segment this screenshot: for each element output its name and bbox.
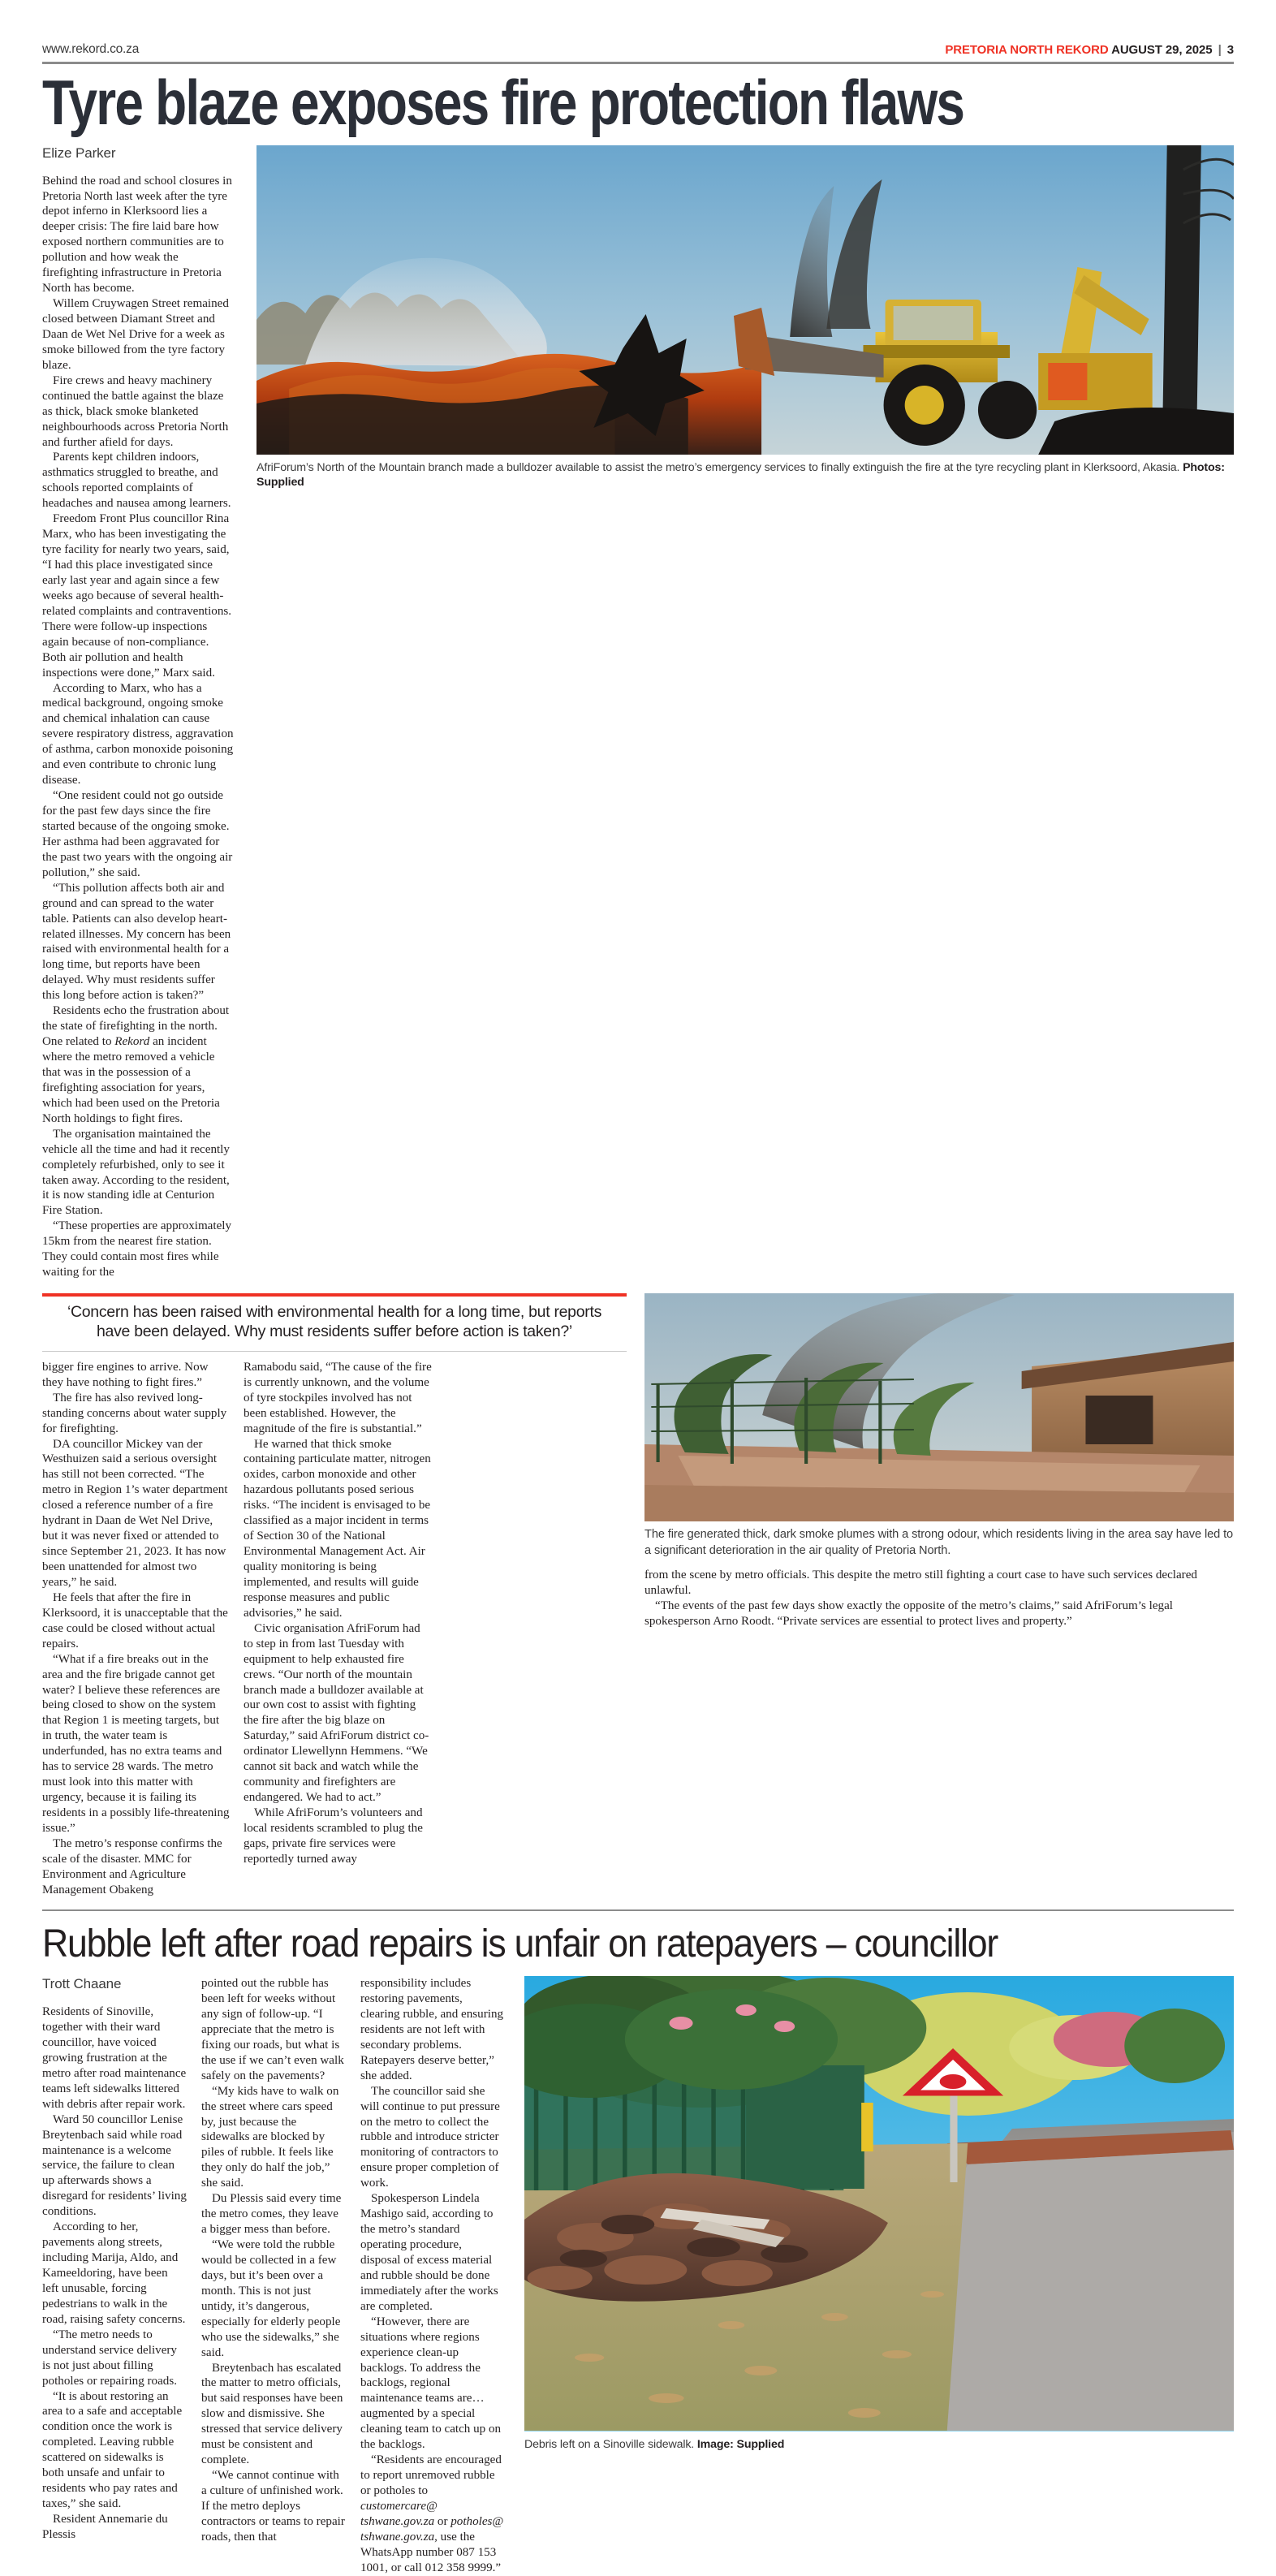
article2-column-3 — [360, 1976, 519, 2576]
article2-byline: Trott Chaane — [42, 1976, 122, 1992]
fire-scene-photo-illustration — [256, 145, 1234, 455]
paragraph: Resident Annemarie du Plessis — [42, 2513, 168, 2541]
paragraph: Ward 50 councillor Lenise Breytenbach said while road maintenance is a welcome service, the failure to clean up afterwards shows a disregard for residents’ living conditions. — [42, 2112, 187, 2219]
article1-body-col2 — [42, 1360, 231, 1898]
article1-byline: Elize Parker — [42, 145, 116, 161]
article1-side-photo-block — [640, 1293, 1234, 1898]
paragraph: According to Marx, who has a medical background, ongoing smoke and chemical inhalation can cause severe respiratory distress, aggravation of asthma, carbon monoxide poisoning and even contribute to chronic lung disease. — [42, 681, 234, 787]
page-number: 3 — [1226, 43, 1234, 57]
article2-columns — [42, 1976, 1234, 2576]
paragraph: Civic organisation AfriForum had to step in from last Tuesday with equipment to help exhausted fire crews. “Our north of the mountain branch made a bulldozer available at our own cost to assist with fighting the fire after the big blaze on Saturday,” said AfriForum district co-ordinator Llewellynn Hemmens. “We cannot sit back and watch while the community and firefighters are endangered. We had to act.” — [244, 1621, 429, 1805]
paragraph: “We were told the rubble would be collected in a few days, but it’s been over a month. This is not just untidy, it’s dangerous, especially for elderly people who use the sidewalks,” she said. — [201, 2238, 341, 2359]
article2-headline: Rubble left after road repairs is unfair on ratepayers – councillor — [42, 1922, 998, 1966]
article1-column-2 — [42, 1360, 244, 1898]
paragraph: “These properties are approximately 15km from the nearest fire station. They could contain most fires while waiting for the — [42, 1219, 232, 1279]
masthead-publication-info — [945, 43, 1234, 57]
article1-column-3 — [244, 1360, 445, 1898]
paragraph: The fire has also revived long-standing concerns about water supply for firefighting. — [42, 1391, 227, 1435]
article2-body-col3 — [360, 1976, 505, 2576]
paragraph: Residents echo the frustration about the state of firefighting in the north. One related to Rekord an incident where the metro removed a vehicle that was in the possession of a firefighting association for years, which had been used on the Pretoria North holdings to fight fires. — [42, 1004, 230, 1125]
paragraph: “This pollution affects both air and ground and can spread to the water table. Patients can also develop heart-related illnesses. My concern has been raised with environmental health for a long time, but reports have been delayed. Why must residents suffer this long before action is taken?” — [42, 881, 231, 1003]
paragraph: bigger fire engines to arrive. Now they have nothing to fight fires.” — [42, 1360, 209, 1389]
page-masthead — [42, 0, 1234, 62]
paragraph: “One resident could not go outside for the past few days since the fire started because of the ongoing smoke. Her asthma had been aggravated for the past two years with the ongoing air pollution,” she said. — [42, 789, 233, 879]
smoke-plume-photo — [644, 1293, 1234, 1521]
paragraph: “What if a fire breaks out in the area and the fire brigade cannot get water? I believe these references are being closed to show on the system that Region 1 is meeting targets, but in truth, the water team is underfunded, has no extra teams and has to service 28 wards. The metro must look into this matter with urgency, because it is failing its residents in a possibly life-threatening issue.” — [42, 1652, 230, 1835]
paragraph: The councillor said she will continue to put pressure on the metro to collect the rubble and introduce stricter monitoring of contractors to ensure proper completion of work. — [360, 2084, 500, 2190]
article1-body-col3 — [244, 1360, 432, 1867]
article2-column-2 — [201, 1976, 360, 2576]
paragraph: “However, there are situations where regions experience clean-up backlogs. To address the backlogs, regional maintenance teams are… augmented by a special cleaning team to catch up on the backlogs. — [360, 2315, 502, 2452]
website-url[interactable]: www.rekord.co.za — [42, 42, 140, 56]
paragraph: Breytenbach has escalated the matter to metro officials, but said responses have been slow and dismissive. She stressed that service delivery must be consistent and complete. — [201, 2361, 343, 2467]
paragraph: “We cannot continue with a culture of unfinished work. If the metro deploys contractors or teams to repair roads, then that — [201, 2469, 345, 2544]
masthead-rule — [42, 62, 1234, 64]
article-divider-rule — [42, 1909, 1234, 1912]
article1-main-photo-block — [247, 145, 1234, 1281]
article2-body-col1 — [42, 2004, 187, 2543]
paragraph: from the scene by metro officials. This despite the metro still fighting a court case to have such services declared unlawful. — [644, 1568, 1197, 1597]
publication-date: AUGUST 29, 2025 — [1111, 43, 1213, 57]
article2-column-1 — [42, 1976, 201, 2576]
article1-columns — [42, 1360, 627, 1898]
photo-credit: Photos: Supplied — [256, 460, 1225, 490]
paragraph: He warned that thick smoke containing particulate matter, nitrogen oxides, carbon monoxide and other hazardous pollutants posed serious risks. “The incident is envisaged to be classified as a major incident in terms of Section 30 of the National Environmental Management Act. Air quality monitoring is being implemented, and results will guide response measures and public advisories,” he said. — [244, 1437, 431, 1620]
paragraph: The organisation maintained the vehicle all the time and had it recently completely refurbished, only to see it taken away. According to the resident, it is now standing idle at Centurion Fire Station. — [42, 1127, 230, 1218]
paragraph: While AfriForum’s volunteers and local residents scrambled to plug the gaps, private fire services were reportedly turned away — [244, 1806, 423, 1866]
smoke-plume-photo-illustration — [644, 1293, 1234, 1521]
article2-body-col2 — [201, 1976, 346, 2545]
paragraph: Spokesperson Lindela Mashigo said, according to the metro’s standard operating procedure, disposal of excess material and rubble should be done immediately after the works are completed. — [360, 2192, 498, 2313]
paragraph: Fire crews and heavy machinery continued the battle against the blaze as thick, black smoke blanketed neighbourhoods across Pretoria North and further afield for days. — [42, 373, 229, 449]
pull-quote-text: ‘Concern has been raised with environmental health for a long time, but reports have been delayed. Why must residents suffer before action is taken?’ — [67, 1303, 602, 1341]
paragraph: Ramabodu said, “The cause of the fire is currently unknown, and the volume of tyre stockpiles involved has not been established. However, the magnitude of the fire is substantial.” — [244, 1360, 432, 1435]
article1-side-photo-caption: The fire generated thick, dark smoke plumes with a strong odour, which residents living in the area say have led to a significant deterioration in the air quality of Pretoria North. — [644, 1528, 1234, 1557]
paragraph: “My kids have to walk on the street where cars speed by, just because the sidewalks are blocked by piles of rubble. It feels like they only do half the job,” she said. — [201, 2084, 339, 2190]
article1-main-photo-caption — [256, 460, 1234, 490]
caption-text: AfriForum’s North of the Mountain branch made a bulldozer available to assist the metro’s emergency services to finally extinguish the fire at the tyre recycling plant in Klerksoord, Akasia. — [256, 460, 1183, 474]
paragraph: Freedom Front Plus councillor Rina Marx, who has been investigating the tyre facility for nearly two years, said, “I had this place investigated since early last year and again since a few weeks ago because of several health-related complaints and contraventions. There were follow-up inspections again because of non-compliance. Both air pollution and health inspections were done,” Marx said. — [42, 512, 232, 680]
paragraph: DA councillor Mickey van der Westhuizen said a serious oversight has still not been corrected. “The metro in Region 1’s water department closed a reference number of a fire hydrant in Daan de Wet Nel Drive, but it was never fixed or attended to since September 21, 2023. It has now been unattended for almost two years,” he said. — [42, 1437, 228, 1589]
publication-name: PRETORIA NORTH REKORD — [945, 43, 1109, 57]
paragraph: responsibility includes restoring pavements, clearing rubble, and ensuring residents are not left with secondary problems. Ratepayers deserve better,” she added. — [360, 1977, 504, 2082]
article1-column-1 — [42, 145, 247, 1281]
article1-body-col1 — [42, 174, 235, 1281]
pullquote-zone — [42, 1293, 640, 1898]
masthead-separator: | — [1218, 43, 1222, 57]
paragraph: Du Plessis said every time the metro comes, they leave a bigger mess than before. — [201, 2192, 342, 2237]
fire-scene-photo — [256, 145, 1234, 455]
paragraph: “Residents are encouraged to report unremoved rubble or potholes to customercare@ tshwane.gov.za or potholes@ tshwane.gov.za, use the WhatsApp number 087 153 1001, or call 012 358 9999.” — [360, 2453, 504, 2574]
paragraph: According to her, pavements along streets, including Marija, Aldo, and Kameeldoring, have been left unusable, forcing pedestrians to walk in the road, raising safety concerns. — [42, 2220, 186, 2326]
paragraph: pointed out the rubble has been left for weeks without any sign of follow-up. “I appreciate that the metro is fixing our roads, but what is the use if we can’t even walk safely on the pavements? — [201, 1977, 344, 2082]
paragraph: The metro’s response confirms the scale of the disaster. MMC for Environment and Agriculture Management Obakeng — [42, 1836, 222, 1896]
article2-photo-caption — [524, 2437, 1234, 2452]
paragraph: He feels that after the fire in Klerksoord, it is unacceptable that the case could be closed without actual repairs. — [42, 1590, 228, 1650]
paragraph: “The events of the past few days show exactly the opposite of the metro’s claims,” said AfriForum’s legal spokesperson Arno Roodt. “Private services are essential to protect lives and property.” — [644, 1599, 1173, 1628]
paragraph: Behind the road and school closures in Pretoria North last week after the tyre depot inferno in Klerksoord lies a deeper crisis: The fire laid bare how exposed northern communities are to pollution and how weak the firefighting infrastructure in Pretoria North has become. — [42, 174, 232, 296]
photo-credit: Image: Supplied — [696, 2438, 785, 2452]
paragraph: Parents kept children indoors, asthmatics struggled to breathe, and schools reported complaints of headaches and nausea among learners. — [42, 451, 231, 511]
sidewalk-rubble-photo-illustration — [524, 1976, 1234, 2431]
paragraph: “It is about restoring an area to a safe and acceptable condition once the work is completed. Leaving rubble scattered on sidewalks is both unsafe and unfair to residents who pay rates and taxes,” she said. — [42, 2389, 183, 2511]
article1-top-block — [42, 145, 1234, 1281]
paragraph: Willem Cruywagen Street remained closed between Diamant Street and Daan de Wet Nel Drive for a week as smoke billowed from the tyre factory blaze. — [42, 297, 229, 372]
article1-pullquote-row — [42, 1293, 1234, 1898]
paragraph: Residents of Sinoville, together with their ward councillor, have voiced growing frustration at the metro after road maintenance teams left sidewalks littered with debris after repair work. — [42, 2005, 187, 2111]
article1-body-col4 — [644, 1568, 1234, 1629]
sidewalk-rubble-photo — [524, 1976, 1234, 2431]
pull-quote-box — [42, 1293, 627, 1352]
paragraph: “The metro needs to understand service delivery is not just about filling potholes or repairing roads. — [42, 2328, 177, 2388]
article2-photo-block — [519, 1976, 1234, 2576]
caption-text: Debris left on a Sinoville sidewalk. — [524, 2438, 697, 2452]
article1-headline: Tyre blaze exposes fire protection flaws — [42, 66, 964, 138]
